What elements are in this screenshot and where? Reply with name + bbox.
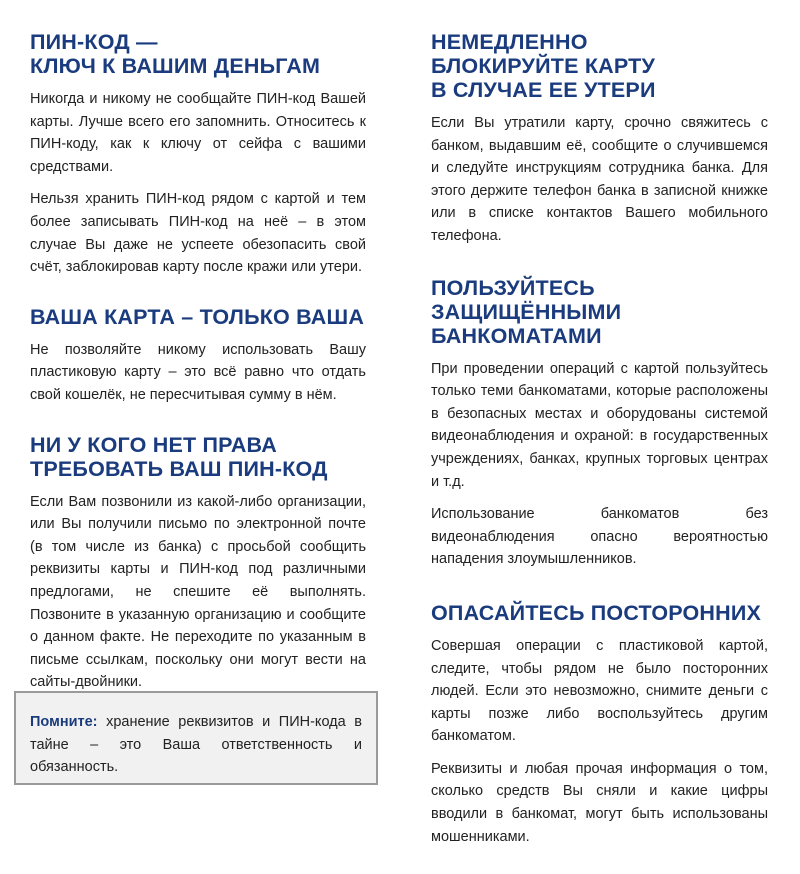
paragraph: При проведении операций с картой пользуйтесь только теми банкоматами, которые расположены в безопасных местах и оборудованы системой видеонаблюдения и охраной: в государственных учреждениях, банках, крупных торговых центрах и т.д. bbox=[431, 360, 768, 490]
paragraph: Никогда и никому не сообщайте ПИН-код Вашей карты. Лучше всего его запомнить. Относитесь к ПИН-коду, как к ключу от сейфа с вашими средствами. bbox=[30, 91, 366, 175]
section-title bbox=[30, 30, 366, 78]
left-column bbox=[30, 30, 366, 720]
title-line: БЛОКИРУЙТЕ КАРТУ bbox=[431, 54, 656, 78]
reminder-text bbox=[30, 711, 362, 779]
reminder-label: Помните: bbox=[30, 714, 98, 730]
title-line: ОПАСАЙТЕСЬ ПОСТОРОННИХ bbox=[431, 600, 762, 625]
right-column bbox=[431, 30, 768, 874]
reminder-body: хранение реквизитов и ПИН-кода в тайне – это Ваша ответственность и обязанность. bbox=[30, 714, 362, 776]
section-title bbox=[431, 30, 768, 102]
section-secure-atms bbox=[431, 276, 768, 571]
section-title bbox=[30, 433, 366, 481]
title-line: В СЛУЧАЕ ЕЕ УТЕРИ bbox=[431, 78, 656, 102]
paragraph: Не позволяйте никому использовать Вашу пластиковую карту – это всё равно что отдать свой кошелёк, не пересчитывая сумму в нём. bbox=[30, 341, 366, 403]
title-line: ЗАЩИЩЁННЫМИ bbox=[431, 299, 622, 324]
title-line: ПОЛЬЗУЙТЕСЬ bbox=[431, 275, 595, 300]
paragraph: Если Вы утратили карту, срочно свяжитесь с банком, выдавшим её, сообщите о случившемся и следуйте инструкциям сотрудника банка. Для этого держите телефон банка в записной книжке или в списке контактов Вашего мобильного телефона. bbox=[431, 115, 768, 244]
section-your-card bbox=[30, 305, 366, 407]
title-line: ВАША КАРТА – ТОЛЬКО ВАША bbox=[30, 304, 365, 329]
paragraph: Реквизиты и любая прочая информация о том, сколько средств Вы сняли и какие цифры вводили в банкомат, могут быть использованы мошенниками. bbox=[431, 760, 768, 845]
section-pin-key bbox=[30, 30, 366, 279]
title-line: ТРЕБОВАТЬ ВАШ ПИН-КОД bbox=[30, 456, 328, 481]
paragraph: Нельзя хранить ПИН-код рядом с картой и тем более записывать ПИН-код на неё – в этом случае Вы даже не успеете обезопасить свой счёт, заблокировав карту после кражи или утери. bbox=[30, 191, 366, 276]
title-line: КЛЮЧ К ВАШИМ ДЕНЬГАМ bbox=[30, 54, 321, 78]
paragraph: Совершая операции с пластиковой картой, следите, чтобы рядом не было посторонних людей. Если это невозможно, снимите деньги с карты позже либо воспользуйтесь другим банкоматом. bbox=[431, 637, 768, 745]
paragraph: Использование банкоматов без видеонаблюдения опасно вероятностью нападения злоумышленников. bbox=[431, 506, 768, 568]
section-strangers bbox=[431, 601, 768, 848]
title-line: НЕМЕДЛЕННО bbox=[431, 30, 588, 54]
section-block-card bbox=[431, 30, 768, 248]
reminder-box bbox=[14, 691, 378, 785]
section-title bbox=[431, 276, 768, 348]
title-line: НИ У КОГО НЕТ ПРАВА bbox=[30, 432, 277, 457]
section-title bbox=[30, 305, 366, 329]
title-line: ПИН-КОД — bbox=[30, 30, 158, 54]
paragraph: Если Вам позвонили из какой-либо организации, или Вы получили письмо по электронной почте (в том числе из банка) с просьбой сообщить реквизиты карты и ПИН-код под различными предлогами, не спешите её выполнять. Позвоните в указанную организацию и сообщите о данном факте. Не переходите по указанным в письме ссылкам, поскольку они могут вести на сайты-двойники. bbox=[30, 493, 366, 691]
section-title bbox=[431, 601, 768, 625]
section-no-right bbox=[30, 433, 366, 694]
title-line: БАНКОМАТАМИ bbox=[431, 323, 602, 348]
